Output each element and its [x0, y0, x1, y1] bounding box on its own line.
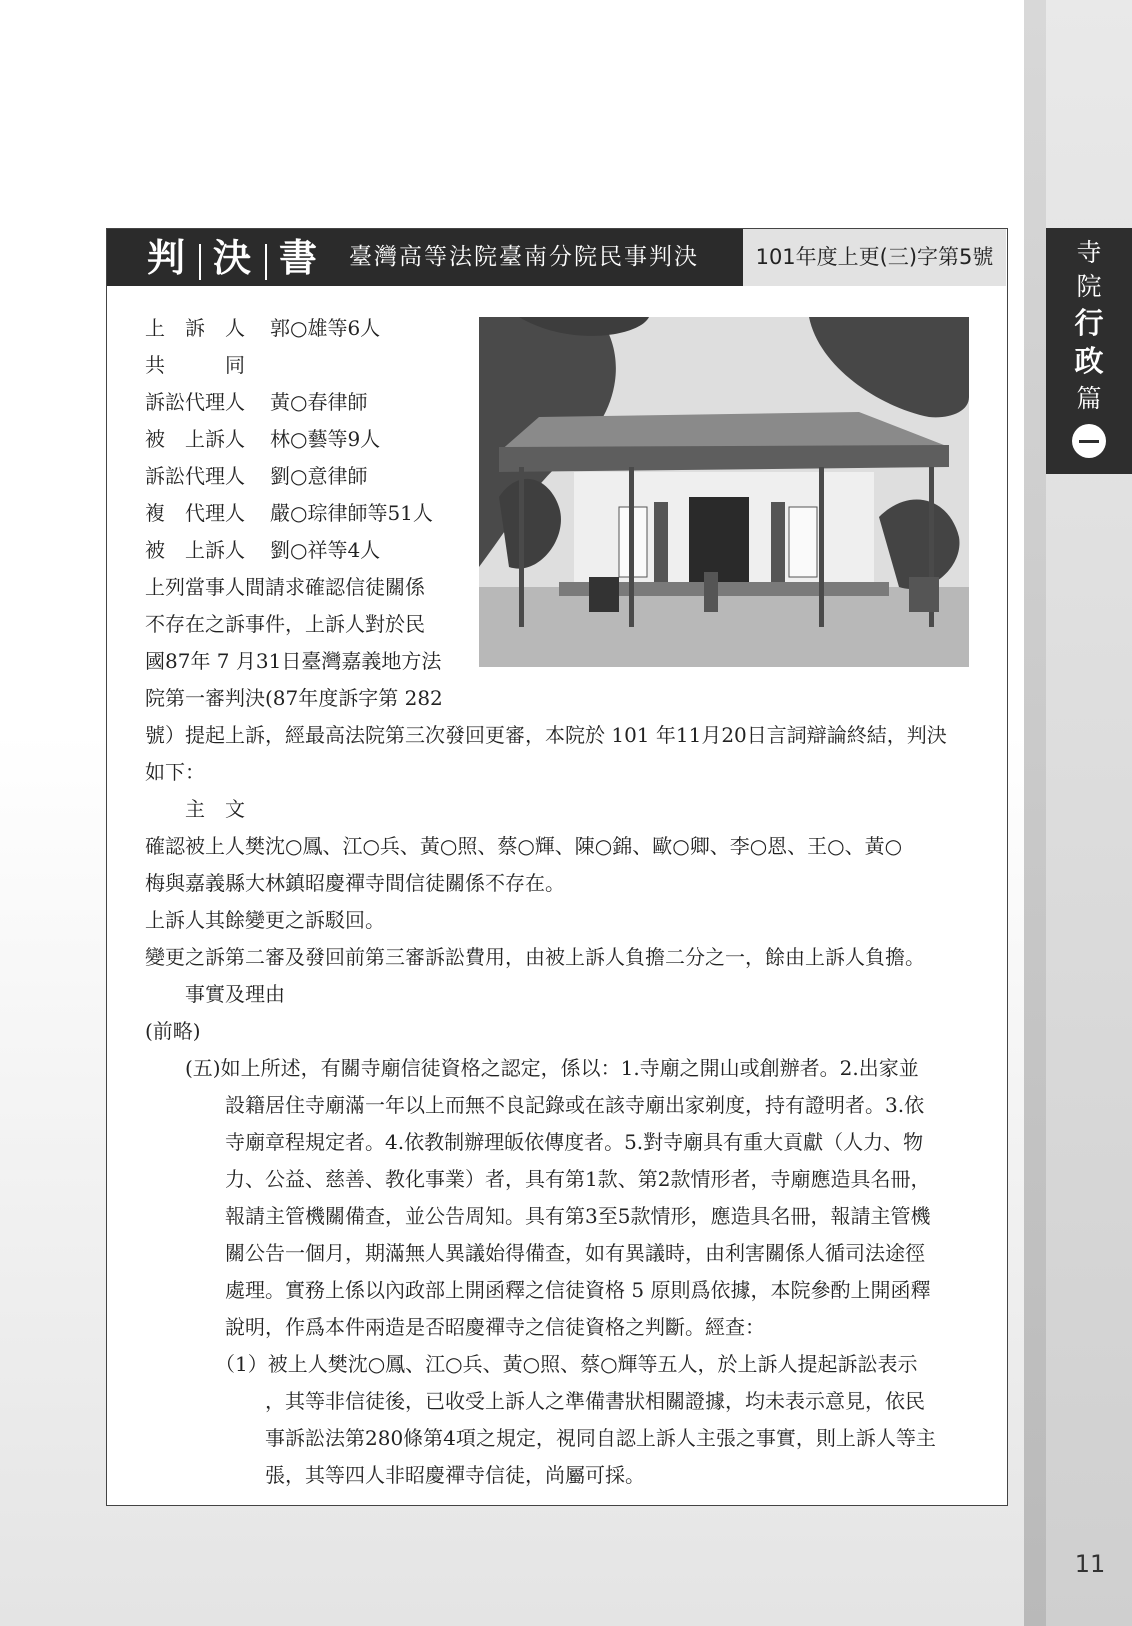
- party-role: 訴訟代理人: [145, 390, 245, 414]
- party-name: 劉○意律師: [270, 464, 368, 488]
- title-separator: [265, 244, 267, 280]
- section-heading: 主 文: [185, 797, 245, 821]
- party-row: [145, 500, 433, 526]
- case-number: 101年度上更(三)字第5號: [743, 229, 1006, 286]
- party-row: [145, 426, 380, 452]
- title-part: 決: [213, 235, 254, 280]
- party-row: [145, 463, 367, 489]
- party-role: 訴訟代理人: [145, 464, 245, 488]
- sub-item-line: 事訴訟法第280條第4項之規定，視同自認上訴人主張之事實，則上訴人等主: [265, 1426, 936, 1450]
- temple-photo: [479, 317, 969, 667]
- chapter-tab-char: 政: [1074, 344, 1104, 378]
- sub-item-line: ，其等非信徒後，已收受上訴人之準備書狀相關證據，均未表示意見，依民: [265, 1389, 925, 1413]
- party-name: 林○藝等9人: [270, 427, 381, 451]
- intro-line: 如下：: [145, 760, 205, 784]
- chapter-tab-char: 寺: [1076, 238, 1102, 267]
- ruling-line: 確認被上人樊沈○鳳、江○兵、黃○照、蔡○輝、陳○錦、歐○卿、李○恩、王○、黃○: [145, 834, 903, 858]
- reasoning-line: 報請主管機關備查，並公告周知。具有第3至5款情形，應造具名冊，報請主管機: [225, 1204, 931, 1228]
- reasoning-line: 設籍居住寺廟滿一年以上而無不良記錄或在該寺廟出家剃度，持有證明者。3.依: [225, 1093, 925, 1117]
- temple-photo-illustration: [479, 317, 969, 667]
- court-name: 臺灣高等法院臺南分院民事判決: [349, 244, 699, 270]
- party-row: [145, 315, 380, 341]
- chapter-tab-char: 篇: [1076, 384, 1102, 413]
- party-row: [145, 389, 367, 415]
- chapter-tab: [1046, 228, 1132, 474]
- party-name: 黃○春律師: [270, 390, 368, 414]
- reasoning-line: (五)如上所述，有關寺廟信徒資格之認定，係以：1.寺廟之開山或創辦者。2.出家並: [185, 1056, 919, 1080]
- judgment-header: [107, 229, 1006, 286]
- chapter-tab-char: 行: [1074, 306, 1104, 340]
- party-name: 劉○祥等4人: [270, 538, 381, 562]
- page-number: 11: [1074, 1550, 1106, 1578]
- party-role: 被 上訴人: [145, 427, 245, 451]
- intro-line: 不存在之訴事件，上訴人對於民: [145, 612, 425, 636]
- party-role: 上 訴 人: [145, 316, 245, 340]
- party-role: 共 同: [145, 353, 245, 377]
- party-role: 複 代理人: [145, 501, 245, 525]
- side-strip-light: [1024, 0, 1046, 1626]
- section-heading: 事實及理由: [185, 982, 285, 1006]
- reasoning-line: 說明，作爲本件兩造是否昭慶禪寺之信徒資格之判斷。經查：: [225, 1315, 765, 1339]
- chapter-one-icon: [1072, 424, 1106, 458]
- intro-line: 號）提起上訴，經最高法院第三次發回更審，本院於 101 年11月20日言詞辯論終結，判決: [145, 723, 947, 747]
- party-row: [145, 352, 270, 378]
- judgment-box: [106, 228, 1008, 1506]
- sub-item-line: （1）被上人樊沈○鳳、江○兵、黃○照、蔡○輝等五人，於上訴人提起訴訟表示: [215, 1352, 918, 1376]
- reasoning-line: 處理。實務上係以內政部上開函釋之信徒資格 5 原則爲依據，本院參酌上開函釋: [225, 1278, 931, 1302]
- ruling-line: 變更之訴第二審及發回前第三審訴訟費用，由被上訴人負擔二分之一，餘由上訴人負擔。: [145, 945, 925, 969]
- chapter-tab-char: 院: [1076, 272, 1102, 301]
- reasoning-line: 關公告一個月，期滿無人異議始得備查，如有異議時，由利害關係人循司法途徑: [225, 1241, 925, 1265]
- party-name: 嚴○琮律師等51人: [270, 501, 433, 525]
- title-part: 判: [147, 235, 188, 280]
- reasoning-line: 寺廟章程規定者。4.依教制辦理皈依傳度者。5.對寺廟具有重大貢獻（人力、物: [225, 1130, 924, 1154]
- omitted-marker: (前略): [145, 1019, 201, 1043]
- party-name: 郭○雄等6人: [270, 316, 381, 340]
- party-row: [145, 537, 380, 563]
- title-part: 書: [279, 235, 320, 280]
- ruling-line: 梅與嘉義縣大林鎮昭慶禪寺間信徒關係不存在。: [145, 871, 565, 895]
- judgment-title: [147, 229, 319, 286]
- sub-item-line: 張，其等四人非昭慶禪寺信徒，尚屬可採。: [265, 1463, 645, 1487]
- party-role: 被 上訴人: [145, 538, 245, 562]
- intro-line: 國87年 7 月31日臺灣嘉義地方法: [145, 649, 442, 673]
- intro-line: 院第一審判決(87年度訴字第 282: [145, 686, 443, 710]
- ruling-line: 上訴人其餘變更之訴駁回。: [145, 908, 385, 932]
- title-separator: [199, 244, 201, 280]
- intro-line: 上列當事人間請求確認信徒關係: [145, 575, 425, 599]
- reasoning-line: 力、公益、慈善、教化事業）者，具有第1款、第2款情形者，寺廟應造具名冊，: [225, 1167, 931, 1191]
